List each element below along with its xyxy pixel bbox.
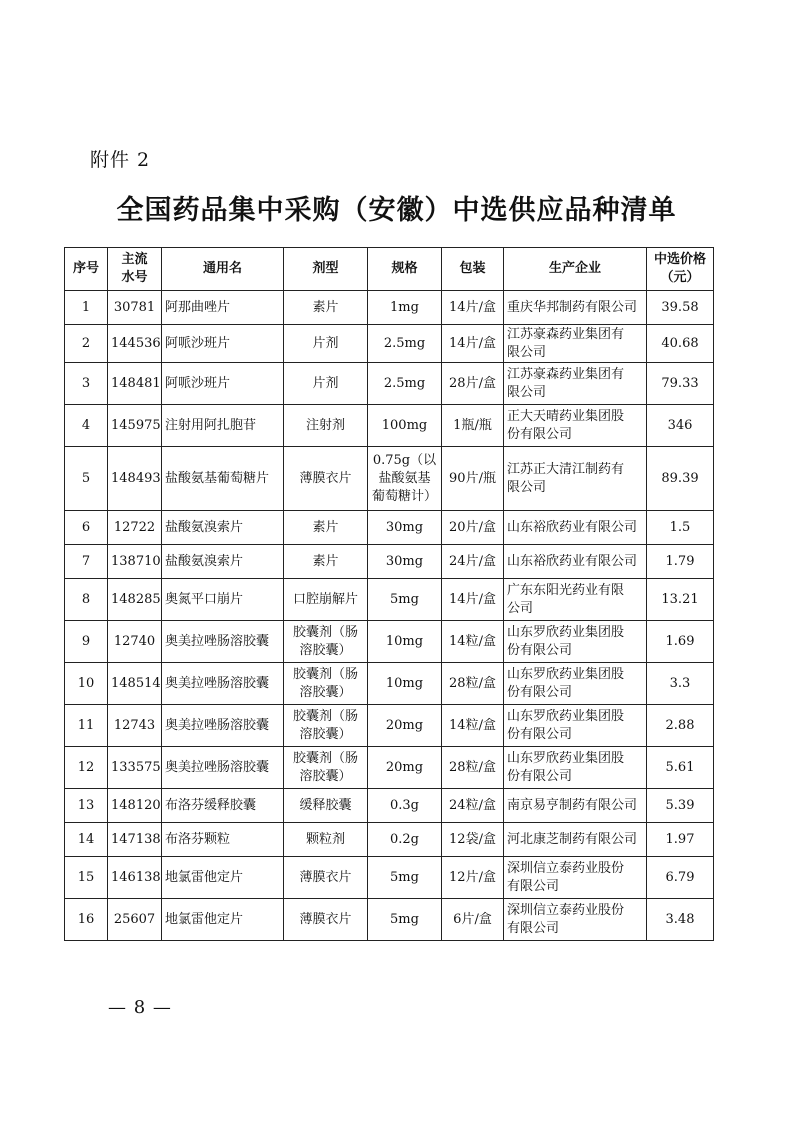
cell-manufacturer: 河北康芝制药有限公司: [504, 823, 647, 857]
table-row: [65, 545, 714, 579]
cell-serial-number: 148481: [108, 363, 162, 405]
table-row: [65, 747, 714, 789]
cell-index: 1: [65, 291, 108, 325]
table-row: [65, 663, 714, 705]
cell-dosage-form: 注射剂: [284, 405, 368, 447]
cell-specification: 30mg: [368, 511, 442, 545]
cell-serial-number: 148514: [108, 663, 162, 705]
cell-price: 1.97: [647, 823, 714, 857]
table-row: [65, 291, 714, 325]
cell-generic-name: 盐酸氨溴索片: [162, 545, 284, 579]
header-price: 中选价格 （元）: [647, 248, 714, 291]
cell-manufacturer: 江苏豪森药业集团有 限公司: [504, 325, 647, 363]
cell-dosage-form: 素片: [284, 545, 368, 579]
cell-manufacturer: 深圳信立泰药业股份 有限公司: [504, 899, 647, 941]
cell-serial-number: 144536: [108, 325, 162, 363]
cell-price: 346: [647, 405, 714, 447]
cell-price: 6.79: [647, 857, 714, 899]
cell-specification: 5mg: [368, 857, 442, 899]
cell-dosage-form: 缓释胶囊: [284, 789, 368, 823]
cell-specification: 5mg: [368, 579, 442, 621]
cell-package: 14片/盒: [442, 579, 504, 621]
cell-specification: 100mg: [368, 405, 442, 447]
table-row: [65, 325, 714, 363]
cell-index: 16: [65, 899, 108, 941]
table-row: [65, 363, 714, 405]
cell-index: 9: [65, 621, 108, 663]
cell-generic-name: 奥美拉唑肠溶胶囊: [162, 663, 284, 705]
cell-serial-number: 148285: [108, 579, 162, 621]
cell-package: 14片/盒: [442, 325, 504, 363]
table-header-row: [65, 248, 714, 291]
cell-package: 28粒/盒: [442, 747, 504, 789]
cell-price: 3.48: [647, 899, 714, 941]
cell-package: 12片/盒: [442, 857, 504, 899]
cell-manufacturer: 江苏豪森药业集团有 限公司: [504, 363, 647, 405]
cell-index: 13: [65, 789, 108, 823]
cell-specification: 1mg: [368, 291, 442, 325]
header-serial-number: 主流 水号: [108, 248, 162, 291]
cell-dosage-form: 片剂: [284, 325, 368, 363]
cell-serial-number: 138710: [108, 545, 162, 579]
cell-price: 1.5: [647, 511, 714, 545]
cell-generic-name: 奥美拉唑肠溶胶囊: [162, 621, 284, 663]
header-generic-name: 通用名: [162, 248, 284, 291]
cell-package: 6片/盒: [442, 899, 504, 941]
cell-serial-number: 145975: [108, 405, 162, 447]
cell-generic-name: 阿哌沙班片: [162, 325, 284, 363]
cell-package: 12袋/盒: [442, 823, 504, 857]
cell-index: 14: [65, 823, 108, 857]
cell-dosage-form: 胶囊剂（肠 溶胶囊）: [284, 747, 368, 789]
cell-dosage-form: 胶囊剂（肠 溶胶囊）: [284, 621, 368, 663]
cell-package: 14片/盒: [442, 291, 504, 325]
cell-serial-number: 133575: [108, 747, 162, 789]
cell-specification: 20mg: [368, 747, 442, 789]
cell-serial-number: 148493: [108, 447, 162, 511]
cell-specification: 2.5mg: [368, 363, 442, 405]
cell-manufacturer: 山东裕欣药业有限公司: [504, 511, 647, 545]
header-package: 包装: [442, 248, 504, 291]
table-row: [65, 447, 714, 511]
cell-specification: 2.5mg: [368, 325, 442, 363]
cell-package: 1瓶/瓶: [442, 405, 504, 447]
header-manufacturer: 生产企业: [504, 248, 647, 291]
cell-generic-name: 盐酸氨溴索片: [162, 511, 284, 545]
cell-index: 6: [65, 511, 108, 545]
cell-generic-name: 地氯雷他定片: [162, 857, 284, 899]
cell-dosage-form: 薄膜衣片: [284, 447, 368, 511]
cell-index: 15: [65, 857, 108, 899]
cell-price: 40.68: [647, 325, 714, 363]
cell-generic-name: 阿那曲唑片: [162, 291, 284, 325]
cell-manufacturer: 山东罗欣药业集团股 份有限公司: [504, 663, 647, 705]
cell-specification: 10mg: [368, 621, 442, 663]
header-specification: 规格: [368, 248, 442, 291]
cell-serial-number: 146138: [108, 857, 162, 899]
cell-price: 5.39: [647, 789, 714, 823]
cell-specification: 30mg: [368, 545, 442, 579]
page-number: — 8 —: [108, 997, 172, 1018]
cell-index: 12: [65, 747, 108, 789]
cell-specification: 0.75g（以 盐酸氨基 葡萄糖计）: [368, 447, 442, 511]
cell-price: 1.69: [647, 621, 714, 663]
cell-manufacturer: 深圳信立泰药业股份 有限公司: [504, 857, 647, 899]
cell-price: 79.33: [647, 363, 714, 405]
cell-dosage-form: 颗粒剂: [284, 823, 368, 857]
cell-generic-name: 地氯雷他定片: [162, 899, 284, 941]
cell-manufacturer: 重庆华邦制药有限公司: [504, 291, 647, 325]
cell-index: 7: [65, 545, 108, 579]
cell-price: 89.39: [647, 447, 714, 511]
cell-manufacturer: 山东罗欣药业集团股 份有限公司: [504, 705, 647, 747]
cell-generic-name: 布洛芬缓释胶囊: [162, 789, 284, 823]
cell-generic-name: 注射用阿扎胞苷: [162, 405, 284, 447]
cell-price: 3.3: [647, 663, 714, 705]
cell-index: 3: [65, 363, 108, 405]
cell-specification: 0.2g: [368, 823, 442, 857]
cell-manufacturer: 广东东阳光药业有限 公司: [504, 579, 647, 621]
cell-manufacturer: 山东裕欣药业有限公司: [504, 545, 647, 579]
cell-index: 5: [65, 447, 108, 511]
cell-package: 14粒/盒: [442, 705, 504, 747]
cell-package: 28粒/盒: [442, 663, 504, 705]
cell-index: 10: [65, 663, 108, 705]
cell-manufacturer: 正大天晴药业集团股 份有限公司: [504, 405, 647, 447]
cell-generic-name: 布洛芬颗粒: [162, 823, 284, 857]
cell-price: 2.88: [647, 705, 714, 747]
cell-package: 90片/瓶: [442, 447, 504, 511]
table-row: [65, 621, 714, 663]
cell-serial-number: 148120: [108, 789, 162, 823]
header-index: 序号: [65, 248, 108, 291]
cell-serial-number: 25607: [108, 899, 162, 941]
cell-generic-name: 盐酸氨基葡萄糖片: [162, 447, 284, 511]
cell-price: 5.61: [647, 747, 714, 789]
cell-package: 20片/盒: [442, 511, 504, 545]
table-row: [65, 405, 714, 447]
header-dosage-form: 剂型: [284, 248, 368, 291]
cell-dosage-form: 薄膜衣片: [284, 899, 368, 941]
cell-dosage-form: 薄膜衣片: [284, 857, 368, 899]
table-row: [65, 579, 714, 621]
cell-index: 8: [65, 579, 108, 621]
cell-dosage-form: 素片: [284, 511, 368, 545]
table-row: [65, 511, 714, 545]
cell-dosage-form: 素片: [284, 291, 368, 325]
cell-generic-name: 奥氮平口崩片: [162, 579, 284, 621]
cell-package: 24粒/盒: [442, 789, 504, 823]
cell-dosage-form: 口腔崩解片: [284, 579, 368, 621]
cell-generic-name: 奥美拉唑肠溶胶囊: [162, 747, 284, 789]
cell-price: 13.21: [647, 579, 714, 621]
table-row: [65, 705, 714, 747]
cell-index: 4: [65, 405, 108, 447]
page-title: 全国药品集中采购（安徽）中选供应品种清单: [116, 195, 677, 226]
cell-generic-name: 阿哌沙班片: [162, 363, 284, 405]
cell-specification: 5mg: [368, 899, 442, 941]
table-row: [65, 823, 714, 857]
cell-serial-number: 12740: [108, 621, 162, 663]
cell-manufacturer: 江苏正大清江制药有 限公司: [504, 447, 647, 511]
cell-dosage-form: 胶囊剂（肠 溶胶囊）: [284, 705, 368, 747]
cell-serial-number: 12743: [108, 705, 162, 747]
cell-dosage-form: 胶囊剂（肠 溶胶囊）: [284, 663, 368, 705]
cell-package: 24片/盒: [442, 545, 504, 579]
cell-manufacturer: 山东罗欣药业集团股 份有限公司: [504, 747, 647, 789]
cell-serial-number: 30781: [108, 291, 162, 325]
cell-index: 11: [65, 705, 108, 747]
cell-serial-number: 12722: [108, 511, 162, 545]
cell-package: 14粒/盒: [442, 621, 504, 663]
cell-package: 28片/盒: [442, 363, 504, 405]
cell-price: 1.79: [647, 545, 714, 579]
cell-manufacturer: 南京易亨制药有限公司: [504, 789, 647, 823]
cell-dosage-form: 片剂: [284, 363, 368, 405]
cell-specification: 10mg: [368, 663, 442, 705]
attachment-label: 附件 2: [90, 149, 151, 171]
cell-serial-number: 147138: [108, 823, 162, 857]
cell-manufacturer: 山东罗欣药业集团股 份有限公司: [504, 621, 647, 663]
cell-specification: 20mg: [368, 705, 442, 747]
drug-list-table: [64, 247, 714, 941]
cell-specification: 0.3g: [368, 789, 442, 823]
table-row: [65, 899, 714, 941]
table-row: [65, 789, 714, 823]
cell-generic-name: 奥美拉唑肠溶胶囊: [162, 705, 284, 747]
cell-index: 2: [65, 325, 108, 363]
table-body: [65, 291, 714, 941]
table-row: [65, 857, 714, 899]
cell-price: 39.58: [647, 291, 714, 325]
